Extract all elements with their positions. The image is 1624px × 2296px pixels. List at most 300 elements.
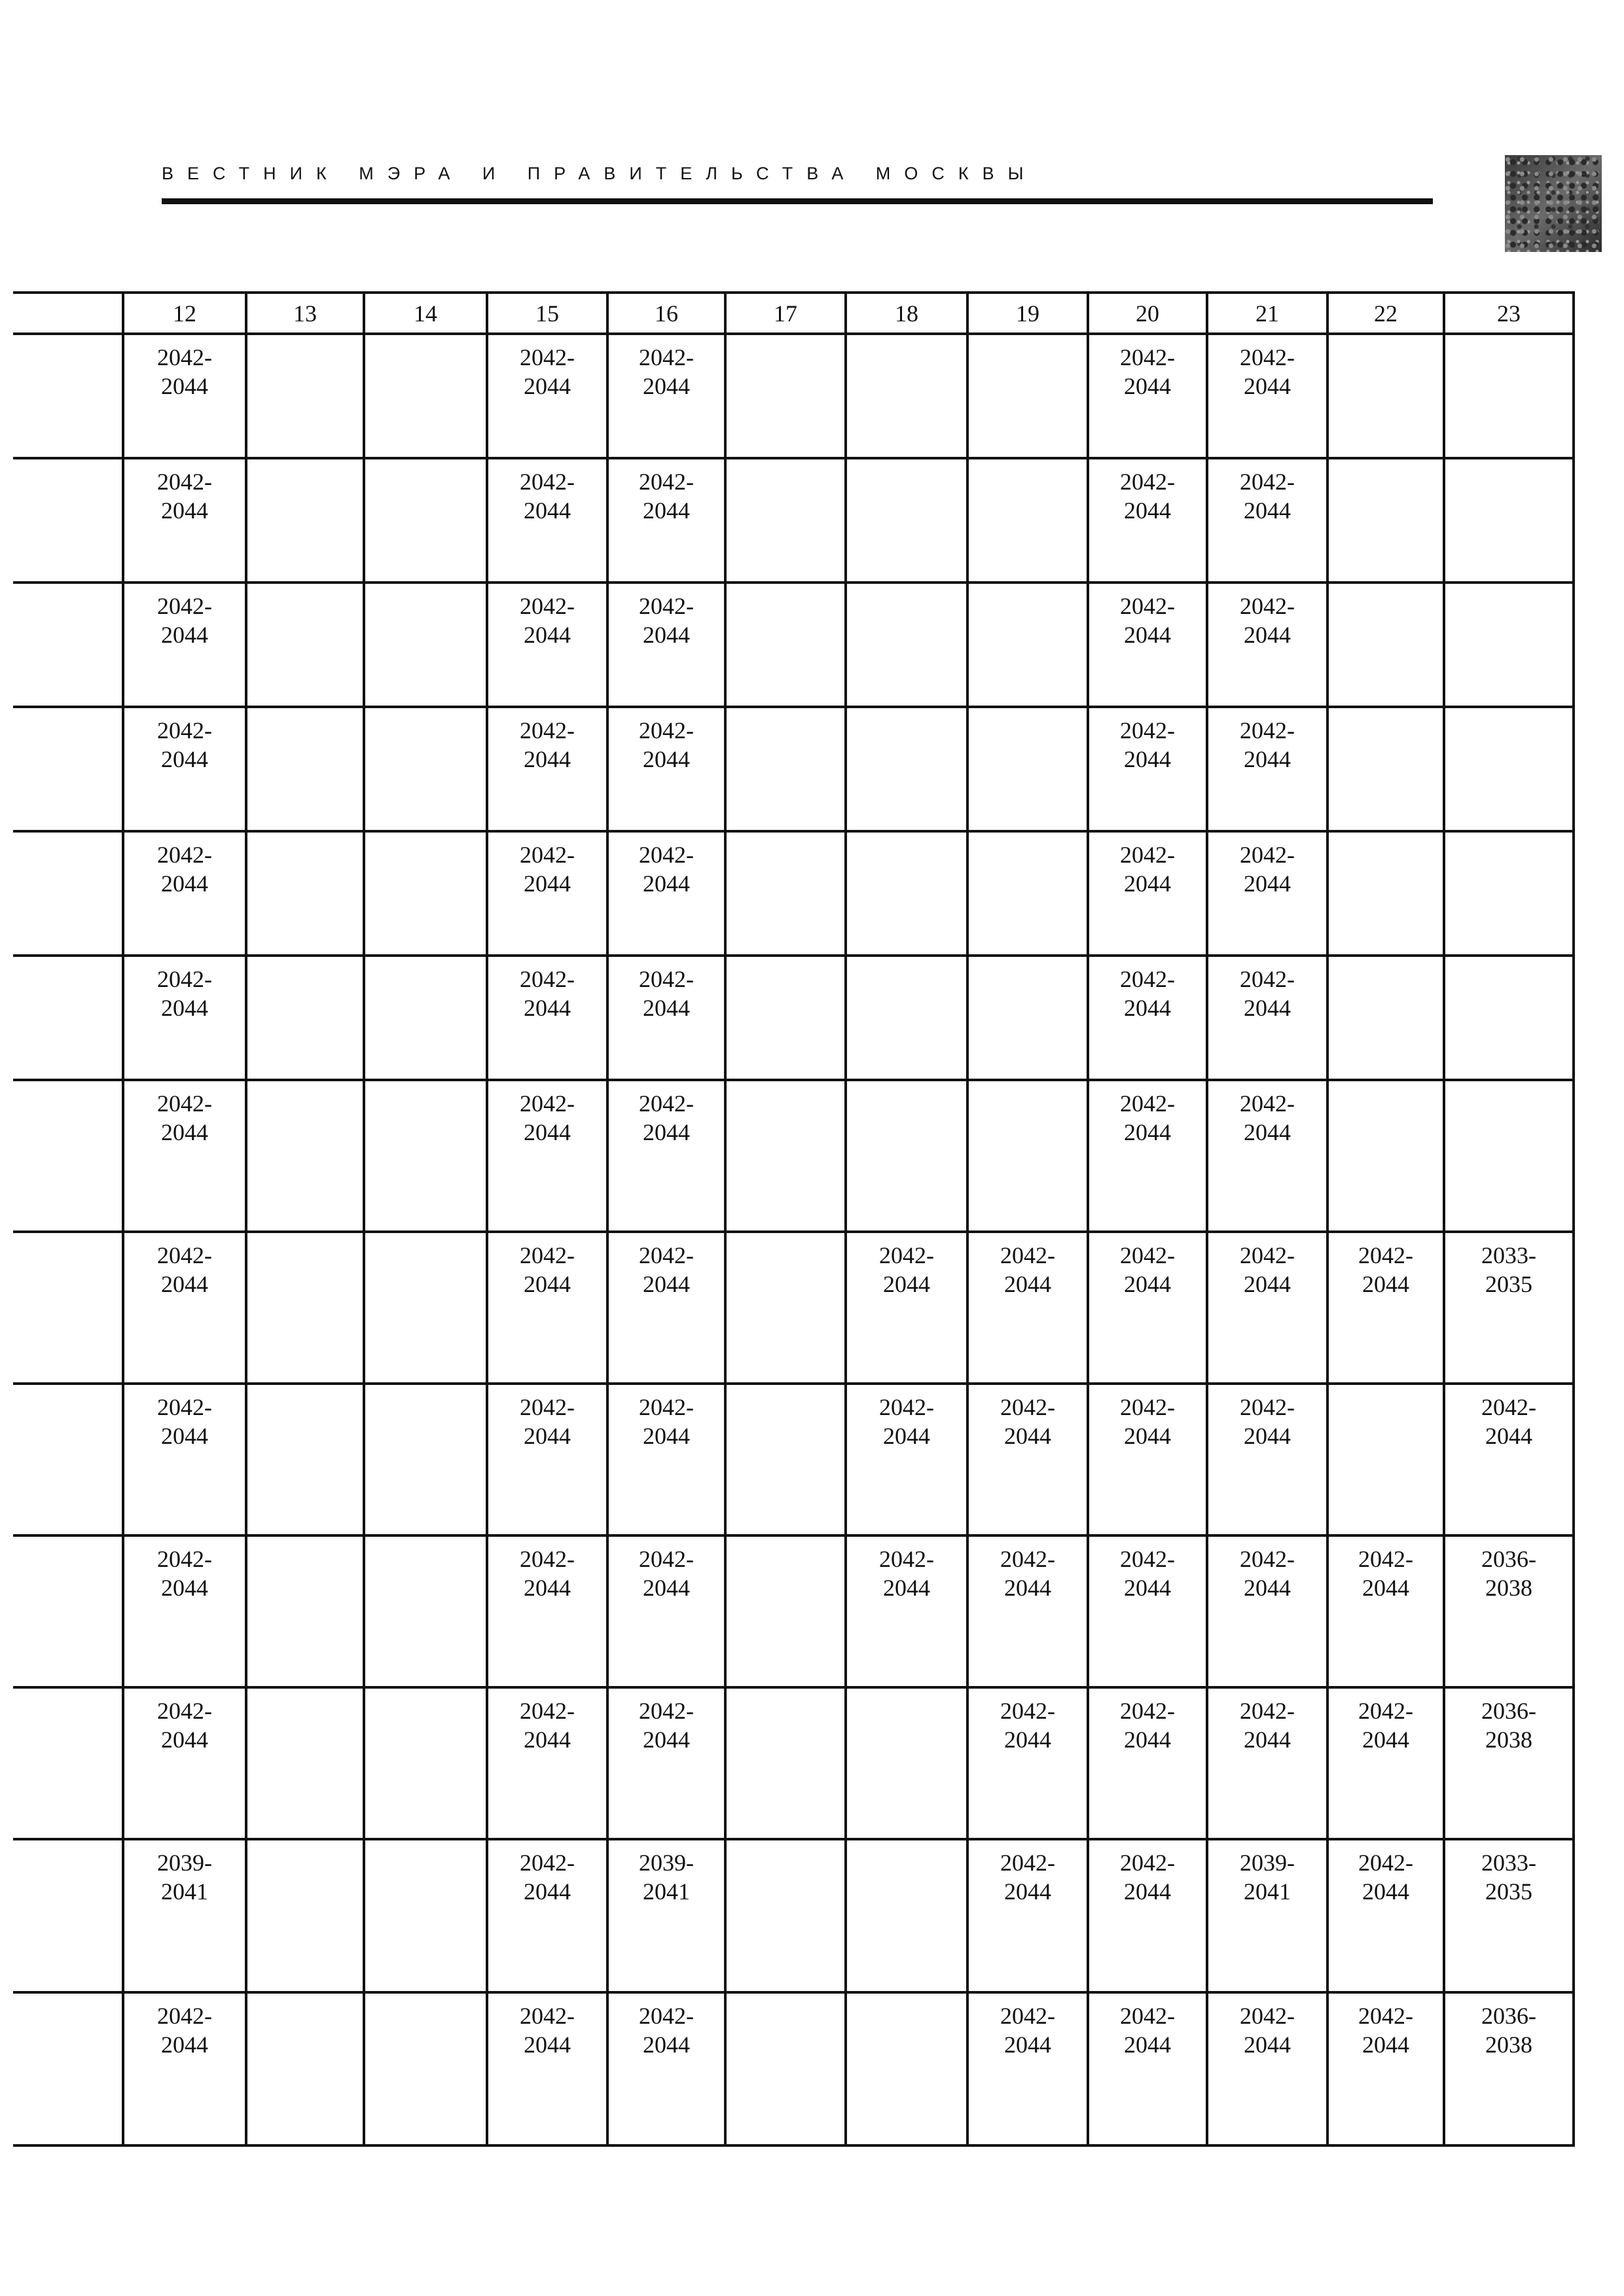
cell-value: 2042- 2044 <box>1240 966 1295 1021</box>
table-cell <box>13 583 123 707</box>
cell-value <box>1445 957 1572 965</box>
table-cell <box>607 1232 725 1384</box>
table-cell <box>846 583 967 707</box>
table-cell <box>846 1384 967 1535</box>
schedule-table <box>13 291 1575 2147</box>
cell-value: 2039- 2041 <box>1240 1850 1295 1905</box>
cell-value <box>727 335 844 343</box>
table-cell <box>13 1384 123 1535</box>
table-cell <box>1327 1384 1444 1535</box>
cell-value <box>365 1385 486 1393</box>
table-cell <box>846 334 967 458</box>
table-cell <box>1207 1687 1327 1839</box>
cell-value <box>247 1537 363 1545</box>
cell-value: 2042- 2044 <box>639 1546 694 1601</box>
table-cell <box>123 1232 246 1384</box>
cell-value <box>365 459 486 467</box>
cell-value: 2042- 2044 <box>157 469 212 524</box>
table-cell <box>13 334 123 458</box>
table-cell <box>364 1080 487 1232</box>
cell-value: 2042- 2044 <box>1120 1698 1175 1753</box>
table-cell <box>123 583 246 707</box>
table-cell <box>967 458 1088 583</box>
table-cell <box>967 1839 1088 1992</box>
cell-value <box>1329 833 1443 840</box>
cell-value <box>1445 335 1572 343</box>
table-cell <box>1444 956 1574 1080</box>
cell-value: 2042- 2044 <box>1120 469 1175 524</box>
table-cell <box>1088 334 1207 458</box>
table-cell <box>725 1687 846 1839</box>
table-cell <box>1088 583 1207 707</box>
table-cell <box>1327 583 1444 707</box>
cell-value: 2042- 2044 <box>1000 1242 1055 1297</box>
table-cell <box>246 831 364 956</box>
table-cell <box>607 1992 725 2145</box>
table-cell <box>246 1080 364 1232</box>
table-row <box>13 1839 1574 1992</box>
table-row <box>13 334 1574 458</box>
cell-value <box>1329 1081 1443 1089</box>
cell-value <box>247 459 363 467</box>
cell-value <box>13 1385 122 1393</box>
cell-value <box>13 1840 122 1848</box>
cell-value: 2042- 2044 <box>1240 842 1295 897</box>
table-cell <box>487 1232 607 1384</box>
column-header: 21 <box>1207 293 1327 334</box>
cell-value <box>1445 1081 1572 1089</box>
cell-value: 2042- 2044 <box>520 1850 575 1905</box>
table-cell <box>725 583 846 707</box>
table-cell <box>364 1992 487 2145</box>
cell-value: 2042- 2044 <box>1481 1394 1536 1449</box>
table-cell <box>967 1992 1088 2145</box>
cell-value: 2042- 2044 <box>157 1394 212 1449</box>
table-cell <box>487 707 607 831</box>
table-cell <box>246 1992 364 2145</box>
table-cell <box>13 1839 123 1992</box>
cell-value <box>365 1840 486 1848</box>
cell-value <box>13 459 122 467</box>
table-row <box>13 458 1574 583</box>
table-cell <box>1444 1384 1574 1535</box>
table-cell <box>123 1839 246 1992</box>
table-cell <box>1088 458 1207 583</box>
table-cell <box>364 831 487 956</box>
table-cell <box>846 1535 967 1687</box>
table-cell <box>967 1232 1088 1384</box>
cell-value <box>1445 584 1572 592</box>
cell-value: 2042- 2044 <box>1240 344 1295 399</box>
cell-value <box>727 459 844 467</box>
table-cell <box>123 458 246 583</box>
cell-value: 2042- 2044 <box>1120 1546 1175 1601</box>
cell-value <box>13 1994 122 2001</box>
table-cell <box>967 956 1088 1080</box>
table-cell <box>246 1839 364 1992</box>
cell-value: 2036- 2038 <box>1481 2003 1536 2058</box>
table-cell <box>487 1384 607 1535</box>
cell-value <box>847 1840 966 1848</box>
table-cell <box>1088 1992 1207 2145</box>
header-rule <box>162 198 1433 204</box>
table-cell <box>1088 1839 1207 1992</box>
cell-value: 2042- 2044 <box>520 1242 575 1297</box>
cell-value: 2039- 2041 <box>639 1850 694 1905</box>
table-cell <box>1327 1839 1444 1992</box>
cell-value <box>727 584 844 592</box>
cell-value <box>247 1689 363 1696</box>
table-cell <box>364 1687 487 1839</box>
table-cell <box>1327 1535 1444 1687</box>
cell-value: 2042- 2044 <box>1240 1394 1295 1449</box>
table-cell <box>13 1992 123 2145</box>
table-cell <box>1444 458 1574 583</box>
table-cell <box>1088 956 1207 1080</box>
cell-value: 2042- 2044 <box>1240 1242 1295 1297</box>
cell-value <box>1329 584 1443 592</box>
cell-value <box>365 1689 486 1696</box>
cell-value <box>13 1233 122 1241</box>
table-cell <box>246 1232 364 1384</box>
table-row <box>13 1384 1574 1535</box>
table-cell <box>364 458 487 583</box>
table-cell <box>364 1232 487 1384</box>
table-cell <box>13 707 123 831</box>
column-header: 14 <box>364 293 487 334</box>
table-cell <box>1207 583 1327 707</box>
table-cell <box>607 1839 725 1992</box>
cell-value: 2042- 2044 <box>1000 1546 1055 1601</box>
table-cell <box>1207 956 1327 1080</box>
cell-value: 2042- 2044 <box>157 344 212 399</box>
column-header: 23 <box>1444 293 1574 334</box>
cell-value <box>1445 708 1572 716</box>
cell-value <box>365 1233 486 1241</box>
cell-value: 2042- 2044 <box>1120 1850 1175 1905</box>
cell-value: 2042- 2044 <box>639 2003 694 2058</box>
table-cell <box>607 1384 725 1535</box>
table-cell <box>487 1839 607 1992</box>
cell-value: 2042- 2044 <box>639 717 694 772</box>
cell-value <box>13 1689 122 1696</box>
table-cell <box>246 334 364 458</box>
table-cell <box>487 1992 607 2145</box>
table-cell <box>725 1535 846 1687</box>
table-cell <box>1088 1535 1207 1687</box>
cell-value: 2042- 2044 <box>1240 717 1295 772</box>
cell-value <box>727 1537 844 1545</box>
table-cell <box>123 956 246 1080</box>
column-header <box>13 293 123 334</box>
cell-value <box>365 1081 486 1089</box>
table-cell <box>13 1080 123 1232</box>
table-cell <box>725 956 846 1080</box>
column-header: 15 <box>487 293 607 334</box>
cell-value: 2042- 2044 <box>1000 2003 1055 2058</box>
cell-value: 2042- 2044 <box>157 1546 212 1601</box>
cell-value: 2042- 2044 <box>520 1090 575 1145</box>
table-cell <box>725 334 846 458</box>
cell-value: 2042- 2044 <box>1240 469 1295 524</box>
cell-value <box>727 1081 844 1089</box>
cell-value: 2042- 2044 <box>1000 1850 1055 1905</box>
cell-value: 2042- 2044 <box>520 469 575 524</box>
cell-value: 2042- 2044 <box>520 593 575 648</box>
cell-value: 2042- 2044 <box>1358 2003 1413 2058</box>
table-cell <box>1327 334 1444 458</box>
cell-value: 2042- 2044 <box>1120 1394 1175 1449</box>
table-cell <box>846 1687 967 1839</box>
cell-value: 2042- 2044 <box>520 966 575 1021</box>
table-cell <box>1088 1687 1207 1839</box>
cell-value: 2042- 2044 <box>157 593 212 648</box>
cell-value <box>247 708 363 716</box>
cell-value: 2042- 2044 <box>520 1394 575 1449</box>
cell-value: 2042- 2044 <box>1240 593 1295 648</box>
cell-value <box>969 833 1087 840</box>
table-cell <box>1207 831 1327 956</box>
column-header: 16 <box>607 293 725 334</box>
cell-value: 2042- 2044 <box>157 842 212 897</box>
cell-value: 2042- 2044 <box>1120 593 1175 648</box>
table-cell <box>1327 956 1444 1080</box>
cell-value <box>1329 1385 1443 1393</box>
cell-value <box>727 1840 844 1848</box>
cell-value: 2042- 2044 <box>639 1698 694 1753</box>
cell-value <box>247 833 363 840</box>
table-cell <box>846 831 967 956</box>
table-cell <box>1088 707 1207 831</box>
cell-value <box>969 1081 1087 1089</box>
table-cell <box>487 458 607 583</box>
cell-value: 2042- 2044 <box>1120 1090 1175 1145</box>
table-cell <box>1207 1384 1327 1535</box>
table-cell <box>1444 831 1574 956</box>
cell-value <box>727 1994 844 2001</box>
cell-value: 2042- 2044 <box>879 1394 934 1449</box>
table-cell <box>123 1384 246 1535</box>
table-cell <box>13 956 123 1080</box>
table-cell <box>487 1080 607 1232</box>
table-row <box>13 1232 1574 1384</box>
cell-value: 2042- 2044 <box>639 593 694 648</box>
table-cell <box>607 1535 725 1687</box>
cell-value <box>1329 335 1443 343</box>
cell-value <box>247 1385 363 1393</box>
cell-value: 2042- 2044 <box>1120 344 1175 399</box>
table-row <box>13 707 1574 831</box>
table-cell <box>1444 707 1574 831</box>
cell-value <box>365 1994 486 2001</box>
table-cell <box>246 583 364 707</box>
table-cell <box>1444 583 1574 707</box>
cell-value <box>13 708 122 716</box>
cell-value <box>847 1081 966 1089</box>
table-cell <box>246 956 364 1080</box>
table-cell <box>487 583 607 707</box>
cell-value: 2042- 2044 <box>1240 2003 1295 2058</box>
cell-value: 2042- 2044 <box>157 1242 212 1297</box>
table-cell <box>1088 1080 1207 1232</box>
cell-value: 2042- 2044 <box>639 842 694 897</box>
cell-value: 2042- 2044 <box>1240 1698 1295 1753</box>
cell-value <box>247 1233 363 1241</box>
cell-value <box>365 584 486 592</box>
cell-value: 2042- 2044 <box>520 842 575 897</box>
cell-value: 2042- 2044 <box>157 1090 212 1145</box>
cell-value <box>1445 833 1572 840</box>
table-cell <box>967 707 1088 831</box>
table-header-row <box>13 293 1574 334</box>
table-row <box>13 583 1574 707</box>
table-cell <box>607 1080 725 1232</box>
table-cell <box>846 1080 967 1232</box>
cell-value: 2042- 2044 <box>879 1242 934 1297</box>
table-cell <box>1444 1080 1574 1232</box>
cell-value <box>727 957 844 965</box>
cell-value: 2042- 2044 <box>157 717 212 772</box>
table-cell <box>13 1535 123 1687</box>
table-cell <box>607 583 725 707</box>
cell-value: 2042- 2044 <box>1120 966 1175 1021</box>
cell-value <box>1329 708 1443 716</box>
table-cell <box>1088 1232 1207 1384</box>
table-cell <box>967 334 1088 458</box>
table-row <box>13 1080 1574 1232</box>
table-cell <box>1444 1232 1574 1384</box>
cell-value: 2042- 2044 <box>1358 1850 1413 1905</box>
table-cell <box>1207 1232 1327 1384</box>
cell-value <box>247 584 363 592</box>
table-cell <box>725 1992 846 2145</box>
cell-value <box>13 1537 122 1545</box>
table-cell <box>123 334 246 458</box>
table-cell <box>1207 1080 1327 1232</box>
table-cell <box>607 831 725 956</box>
cell-value: 2033- 2035 <box>1481 1850 1536 1905</box>
table-cell <box>725 1839 846 1992</box>
table-cell <box>123 831 246 956</box>
table-cell <box>1207 1992 1327 2145</box>
column-header: 20 <box>1088 293 1207 334</box>
table-cell <box>13 831 123 956</box>
cell-value <box>13 957 122 965</box>
table-cell <box>13 458 123 583</box>
table-cell <box>967 1687 1088 1839</box>
cell-value <box>1445 459 1572 467</box>
table-cell <box>846 1232 967 1384</box>
cell-value <box>969 584 1087 592</box>
table-row <box>13 956 1574 1080</box>
cell-value: 2042- 2044 <box>157 1698 212 1753</box>
table-cell <box>1088 831 1207 956</box>
table-cell <box>246 1384 364 1535</box>
table-cell <box>967 1535 1088 1687</box>
cell-value <box>847 708 966 716</box>
cell-value <box>365 1537 486 1545</box>
cell-value: 2042- 2044 <box>520 1698 575 1753</box>
table-cell <box>1327 458 1444 583</box>
table-cell <box>1207 1535 1327 1687</box>
cell-value: 2042- 2044 <box>639 344 694 399</box>
table-row <box>13 1535 1574 1687</box>
cell-value: 2042- 2044 <box>1240 1090 1295 1145</box>
cell-value <box>847 1994 966 2001</box>
table-cell <box>725 1232 846 1384</box>
cell-value <box>247 1081 363 1089</box>
cell-value <box>727 833 844 840</box>
cell-value <box>969 708 1087 716</box>
cell-value: 2033- 2035 <box>1481 1242 1536 1297</box>
table-cell <box>846 1839 967 1992</box>
table-cell <box>246 1687 364 1839</box>
cell-value: 2036- 2038 <box>1481 1546 1536 1601</box>
cell-value: 2039- 2041 <box>157 1850 212 1905</box>
table-cell <box>607 707 725 831</box>
cell-value <box>365 335 486 343</box>
table-cell <box>1327 707 1444 831</box>
cell-value <box>847 584 966 592</box>
cell-value: 2042- 2044 <box>1358 1698 1413 1753</box>
cell-value: 2042- 2044 <box>520 2003 575 2058</box>
table-cell <box>725 1080 846 1232</box>
column-header: 22 <box>1327 293 1444 334</box>
cell-value: 2042- 2044 <box>639 1242 694 1297</box>
cell-value <box>847 833 966 840</box>
cell-value <box>1329 957 1443 965</box>
cell-value <box>13 584 122 592</box>
corner-texture-mark <box>1505 155 1602 252</box>
table-cell <box>1327 1080 1444 1232</box>
cell-value: 2042- 2044 <box>1000 1394 1055 1449</box>
table-cell <box>725 458 846 583</box>
table-cell <box>246 1535 364 1687</box>
table-cell <box>1207 334 1327 458</box>
cell-value <box>969 459 1087 467</box>
table-cell <box>846 707 967 831</box>
cell-value <box>365 708 486 716</box>
cell-value: 2042- 2044 <box>1120 1242 1175 1297</box>
table-cell <box>123 707 246 831</box>
table-cell <box>967 583 1088 707</box>
cell-value: 2042- 2044 <box>520 717 575 772</box>
cell-value: 2042- 2044 <box>1120 717 1175 772</box>
cell-value: 2042- 2044 <box>639 1090 694 1145</box>
cell-value: 2042- 2044 <box>639 966 694 1021</box>
table-cell <box>607 458 725 583</box>
journal-header: ВЕСТНИК МЭРА И ПРАВИТЕЛЬСТВА МОСКВЫ <box>162 164 1038 183</box>
table-cell <box>607 334 725 458</box>
table-cell <box>846 458 967 583</box>
cell-value: 2042- 2044 <box>639 1394 694 1449</box>
table-cell <box>364 334 487 458</box>
table-cell <box>364 1384 487 1535</box>
table-cell <box>1444 1687 1574 1839</box>
table-cell <box>725 707 846 831</box>
table-cell <box>1444 334 1574 458</box>
table-cell <box>1327 1232 1444 1384</box>
table-cell <box>13 1687 123 1839</box>
table-cell <box>725 831 846 956</box>
table-row <box>13 831 1574 956</box>
cell-value: 2042- 2044 <box>1240 1546 1295 1601</box>
table-cell <box>364 1535 487 1687</box>
table-cell <box>967 831 1088 956</box>
cell-value <box>969 957 1087 965</box>
table-cell <box>967 1080 1088 1232</box>
cell-value <box>1329 459 1443 467</box>
